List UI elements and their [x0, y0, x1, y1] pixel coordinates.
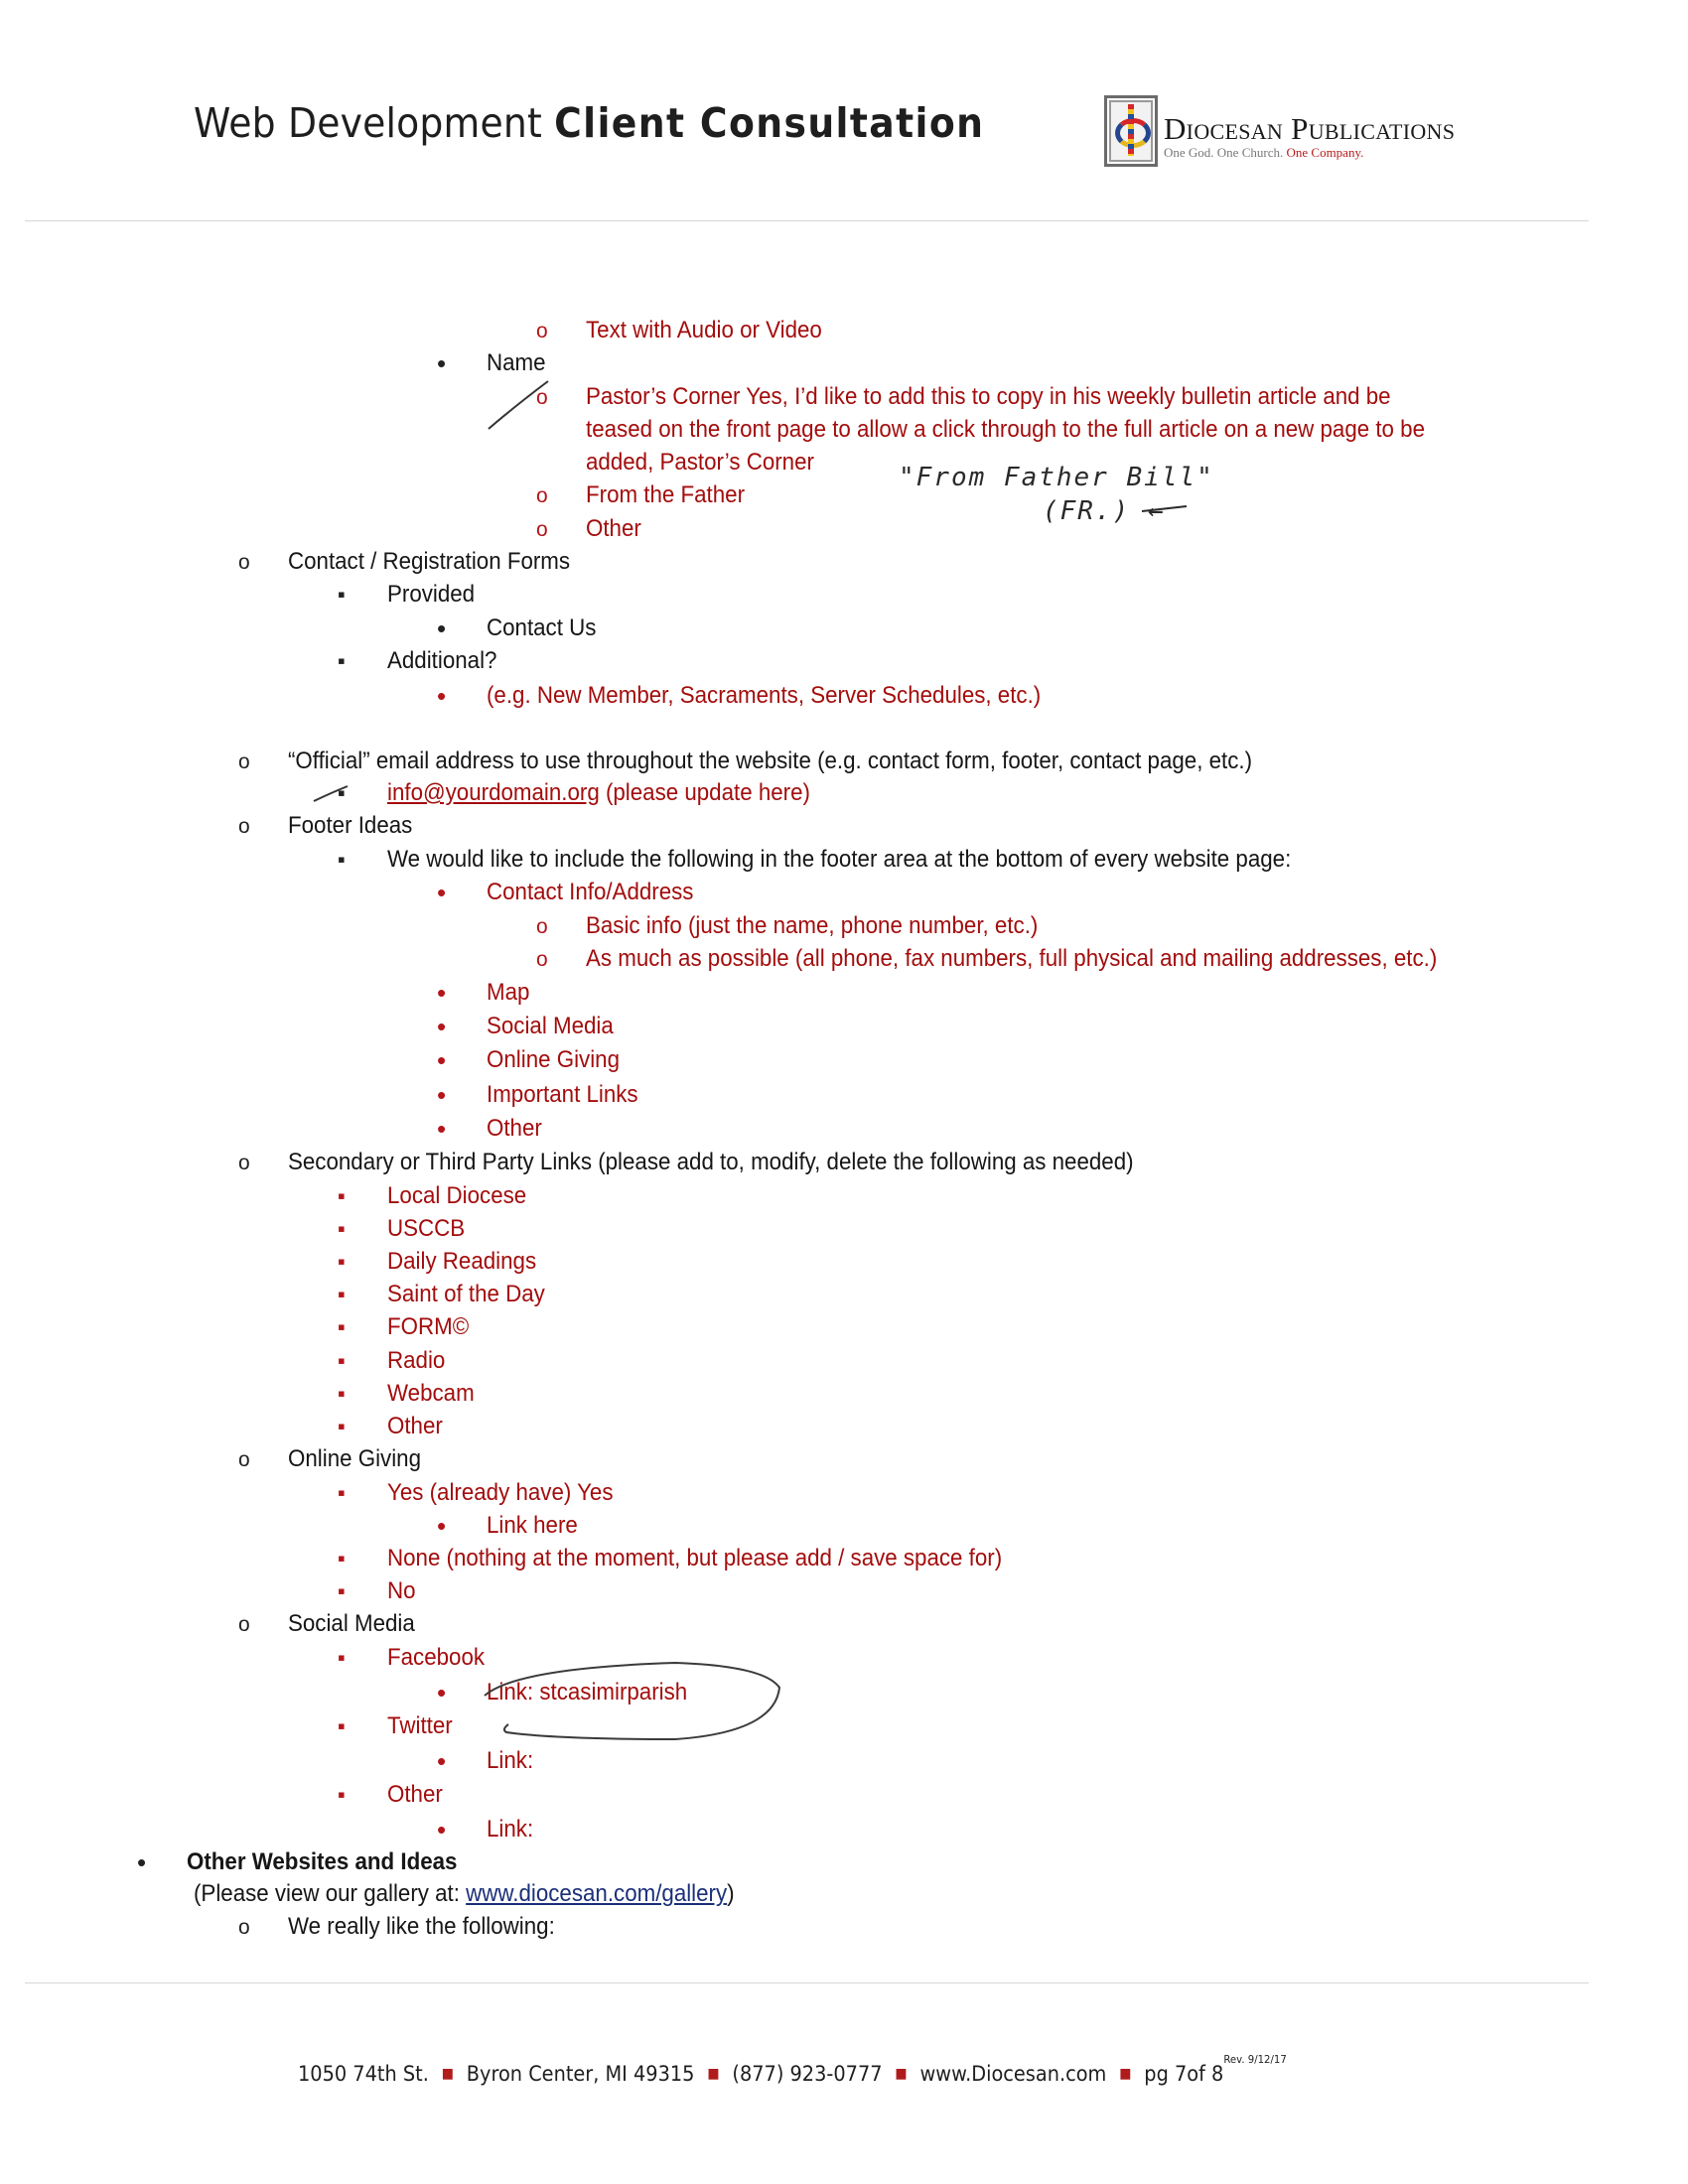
list-item: Saint of the Day: [387, 1281, 545, 1307]
gallery-prefix: (Please view our gallery at:: [194, 1880, 467, 1907]
email-note: (please update here): [599, 779, 810, 806]
list-item: Other: [586, 515, 641, 542]
bullet-circle-icon: [238, 547, 250, 578]
title-regular: Web Development: [194, 99, 555, 147]
list-item-continuation: added, Pastor’s Corner: [586, 449, 814, 476]
list-item: Facebook: [387, 1644, 486, 1671]
list-item-email: [387, 778, 810, 808]
bullet-square-icon: [338, 1711, 346, 1741]
section-heading: Other Websites and Ideas: [187, 1848, 458, 1875]
bullet-disc-icon: [137, 1847, 146, 1879]
bullet-square-icon: [338, 1280, 346, 1309]
bullet-square-icon: [338, 580, 346, 610]
footer-website: www.Diocesan.com: [919, 2062, 1107, 2086]
list-item: Important Links: [487, 1081, 638, 1108]
list-item: Yes (already have) Yes: [387, 1479, 614, 1506]
bullet-circle-icon: [238, 1912, 250, 1943]
list-item: We really like the following:: [288, 1913, 555, 1940]
list-item: We would like to include the following in the footer area at the bottom of every website page:: [387, 846, 1292, 873]
bullet-square-icon: [338, 845, 346, 875]
bullet-circle-icon: [536, 382, 548, 413]
bullet-circle-icon: [238, 811, 250, 842]
tagline-plain: One God. One Church.: [1164, 145, 1287, 160]
list-item: Link here: [487, 1512, 578, 1539]
diocesan-logo-icon: [1104, 95, 1158, 167]
bullet-square-icon: [338, 1346, 346, 1376]
list-item-facebook-link: Link: stcasimirparish: [487, 1679, 688, 1706]
bullet-square-icon: [338, 778, 346, 808]
bullet-circle-icon: [536, 316, 548, 346]
separator-icon: ■: [1119, 2066, 1132, 2082]
handwritten-note: "From Father Bill": [899, 463, 1214, 492]
gallery-link[interactable]: www.diocesan.com/gallery: [466, 1880, 728, 1907]
bullet-square-icon: [338, 1214, 346, 1244]
footer-address: 1050 74th St.: [298, 2062, 429, 2086]
list-item: Secondary or Third Party Links (please add to, modify, delete the following as needed): [288, 1149, 1134, 1175]
separator-icon: ■: [707, 2066, 720, 2082]
list-item: Additional?: [387, 647, 497, 674]
list-item: Twitter: [387, 1712, 453, 1739]
list-item: From the Father: [586, 481, 746, 508]
list-item: None (nothing at the moment, but please add / save space for): [387, 1545, 1003, 1571]
bullet-disc-icon: [437, 348, 446, 380]
bullet-disc-icon: [437, 681, 446, 713]
tagline-accent: One Company.: [1286, 145, 1364, 160]
list-item: USCCB: [387, 1215, 466, 1242]
bullet-circle-icon: [238, 1148, 250, 1178]
list-item-continuation: teased on the front page to allow a click through to the full article on a new page to be: [586, 416, 1425, 443]
bullet-circle-icon: [238, 1444, 250, 1475]
list-item: Map: [487, 979, 530, 1006]
list-item: Social Media: [487, 1013, 614, 1039]
bullet-disc-icon: [437, 878, 446, 909]
list-item: Daily Readings: [387, 1248, 537, 1275]
page-footer: [298, 2053, 1287, 2086]
list-item: Text with Audio or Video: [586, 317, 822, 343]
brand-tagline: [1164, 145, 1363, 161]
list-item: Link:: [487, 1747, 534, 1774]
bullet-disc-icon: [437, 1080, 446, 1112]
bullet-disc-icon: [437, 1012, 446, 1043]
bullet-disc-icon: [437, 1511, 446, 1543]
bullet-circle-icon: [238, 747, 250, 777]
bullet-square-icon: [338, 1643, 346, 1673]
bullet-square-icon: [338, 1478, 346, 1508]
bullet-disc-icon: [437, 1678, 446, 1709]
list-item: Local Diocese: [387, 1182, 527, 1209]
bullet-square-icon: [338, 1312, 346, 1342]
list-item: Other: [487, 1115, 542, 1142]
bullet-circle-icon: [536, 480, 548, 511]
bullet-disc-icon: [437, 978, 446, 1010]
list-item: Contact Us: [487, 614, 597, 641]
list-item: Link:: [487, 1816, 534, 1843]
separator-icon: ■: [895, 2066, 908, 2082]
separator-icon: ■: [441, 2066, 454, 2082]
bullet-square-icon: [338, 1544, 346, 1573]
logo-cross-stem: [1128, 104, 1134, 156]
email-link[interactable]: info@yourdomain.org: [387, 779, 600, 806]
footer-city: Byron Center, MI 49315: [466, 2062, 695, 2086]
list-item: Footer Ideas: [288, 812, 413, 839]
list-item: Contact Info/Address: [487, 879, 694, 905]
bullet-circle-icon: [536, 911, 548, 942]
page-title: [194, 99, 984, 147]
list-item: Social Media: [288, 1610, 415, 1637]
bullet-circle-icon: [238, 1609, 250, 1640]
bullet-square-icon: [338, 1181, 346, 1211]
title-bold: Client Consultation: [554, 99, 985, 147]
bullet-square-icon: [338, 1412, 346, 1441]
list-item: Name: [487, 349, 546, 376]
list-item: Contact / Registration Forms: [288, 548, 571, 575]
list-item: Webcam: [387, 1380, 475, 1407]
bullet-disc-icon: [437, 1815, 446, 1846]
list-item: Radio: [387, 1347, 446, 1374]
list-item: Online Giving: [487, 1046, 620, 1073]
list-item: No: [387, 1577, 416, 1604]
list-item: Provided: [387, 581, 476, 608]
footer-divider: [25, 1982, 1589, 1983]
brand-name: Diocesan Publications: [1164, 111, 1456, 146]
list-item: FORM©: [387, 1313, 470, 1340]
bullet-disc-icon: [437, 1114, 446, 1146]
page-number: pg 7of 8: [1144, 2062, 1224, 2086]
list-item: “Official” email address to use throughout the website (e.g. contact form, footer, contact page, etc.): [288, 748, 1253, 774]
list-item: Other: [387, 1413, 443, 1439]
bullet-disc-icon: [437, 1746, 446, 1778]
gallery-note: [194, 1879, 735, 1909]
bullet-square-icon: [338, 1576, 346, 1606]
bullet-disc-icon: [437, 614, 446, 645]
header-divider: [25, 220, 1589, 221]
list-item: Basic info (just the name, phone number, etc.): [586, 912, 1039, 939]
bullet-circle-icon: [536, 944, 548, 975]
handwritten-note: (FR.) ←: [1043, 496, 1166, 526]
list-item: Other: [387, 1781, 443, 1808]
list-item-pastors-corner: Pastor’s Corner Yes, I’d like to add this to copy in his weekly bulletin article and be: [586, 383, 1391, 410]
list-item: Online Giving: [288, 1445, 421, 1472]
bullet-square-icon: [338, 1379, 346, 1409]
revision-date: Rev. 9/12/17: [1223, 2053, 1287, 2066]
list-item: As much as possible (all phone, fax numbers, full physical and mailing addresses, etc.): [586, 945, 1438, 972]
bullet-disc-icon: [437, 1045, 446, 1077]
footer-phone: (877) 923-0777: [732, 2062, 883, 2086]
list-item: (e.g. New Member, Sacraments, Server Schedules, etc.): [487, 682, 1042, 709]
bullet-square-icon: [338, 1247, 346, 1277]
gallery-suffix: ): [727, 1880, 735, 1907]
bullet-square-icon: [338, 1780, 346, 1810]
bullet-circle-icon: [536, 514, 548, 545]
bullet-square-icon: [338, 646, 346, 676]
